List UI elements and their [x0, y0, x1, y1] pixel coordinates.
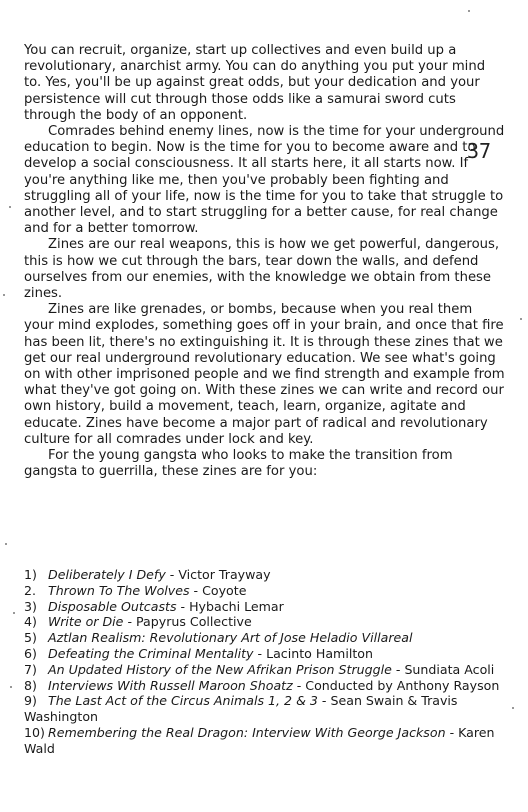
page-number: 37 — [467, 139, 492, 163]
list-item-author: Victor Trayway — [178, 567, 271, 582]
paragraph-5: For the young gangsta who looks to make the transition from gangsta to guerrilla, these zines are for you: — [24, 448, 453, 480]
list-item-title: An Updated History of the New Afrikan Prison Struggle — [48, 661, 392, 677]
scan-speck — [9, 206, 11, 208]
scan-speck — [512, 707, 514, 709]
list-item-number: 2. — [24, 582, 37, 598]
list-item — [24, 630, 514, 646]
list-item-separator: - — [445, 724, 459, 740]
list-item-number: 5) — [24, 630, 37, 646]
list-item-title: Remembering the Real Dragon: Interview With George Jackson — [48, 724, 446, 740]
list-item-title: Deliberately I Defy — [48, 567, 166, 582]
list-item-separator: - — [253, 645, 267, 661]
list-item-author: Lacinto Hamilton — [266, 645, 373, 661]
list-item-title: Disposable Outcasts — [48, 598, 177, 614]
paragraph-1: You can recruit, organize, start up collectives and even build up a revolutionary, anarchist army. You can do anything you put your mind to. Yes, you'll be up against great odds, but your dedication and your persistence will cut through those odds like a samurai sword cuts through the body of an opponent. — [24, 43, 486, 123]
scan-speck — [520, 318, 522, 320]
list-item-separator: - — [292, 677, 306, 693]
list-item — [24, 646, 514, 662]
list-item — [24, 614, 514, 630]
list-item-number: 3) — [24, 598, 37, 614]
list-item-author: Hybachi Lemar — [189, 598, 284, 614]
list-item-number: 6) — [24, 645, 37, 661]
list-item-separator: - — [176, 598, 190, 614]
list-item-separator: - — [123, 614, 136, 630]
list-item — [24, 567, 514, 583]
list-item-number: 8) — [24, 677, 37, 693]
scan-speck — [468, 10, 470, 12]
list-item-author: Sundiata Acoli — [404, 661, 495, 677]
list-item — [24, 725, 514, 757]
scan-speck — [13, 612, 15, 614]
list-item-number: 7) — [24, 661, 37, 677]
scan-speck — [3, 294, 5, 296]
list-item-separator: - — [189, 582, 203, 598]
body-text — [24, 43, 506, 480]
scan-speck — [10, 686, 12, 688]
list-item-title: Aztlan Realism: Revolutionary Art of Jose Heladio Villareal — [48, 630, 413, 646]
list-item-separator: - — [317, 693, 331, 709]
list-item — [24, 599, 514, 615]
paragraph-3: Zines are our real weapons, this is how we get powerful, dangerous, this is how we cut through the bars, tear down the walls, and defend ourselves from our enemies, with the knowledge we obtain from these zines. — [24, 237, 500, 302]
reading-list — [24, 567, 514, 757]
list-item — [24, 662, 514, 678]
list-item-author: Karen Wald — [24, 724, 495, 756]
list-item-separator: - — [391, 661, 405, 677]
list-item-number: 9) — [24, 693, 37, 709]
paragraph-4: Zines are like grenades, or bombs, because when you real them your mind explodes, something goes off in your brain, and once that fire has been lit, there's no extinguishing it. It is through these zines that we get our real underground revolutionary education. We see what's going on with other imprisoned people and we find strength and example from what they've got going on. With these zines we can write and record our own history, build a movement, teach, learn, organize, agitate and educate. Zines have become a major part of radical and revolutionary culture for all comrades under lock and key. — [24, 302, 505, 447]
list-item — [24, 678, 514, 694]
scan-speck — [5, 543, 7, 545]
list-item-title: Write or Die — [48, 614, 124, 630]
list-item-author: Coyote — [202, 582, 247, 598]
list-item-number: 10) — [24, 724, 45, 740]
list-item-number: 4) — [24, 614, 37, 630]
list-item-author: Conducted by Anthony Rayson — [305, 677, 500, 693]
list-item-author: Papyrus Collective — [136, 614, 252, 630]
list-item-title: The Last Act of the Circus Animals 1, 2 & 3 — [48, 693, 318, 709]
list-item-title: Thrown To The Wolves — [48, 582, 190, 598]
list-item-number: 1) — [24, 567, 37, 582]
list-item-separator: - — [165, 567, 179, 582]
list-item-author: Sean Swain & Travis Washington — [24, 693, 458, 725]
list-item — [24, 583, 514, 599]
list-item-title: Interviews With Russell Maroon Shoatz — [48, 677, 293, 693]
paragraph-2: Comrades behind enemy lines, now is the time for your underground education to begin. Now is the time for you to become aware and to develop a social consciousness. It all starts here, it all starts now. If you're anything like me, then you've probably been fighting and struggling all of your life, now is the time for you to take that struggle to another level, and to start struggling for a better cause, for real change and for a better tomorrow. — [24, 124, 505, 237]
list-item-title: Defeating the Criminal Mentality — [48, 645, 254, 661]
list-item — [24, 693, 514, 725]
